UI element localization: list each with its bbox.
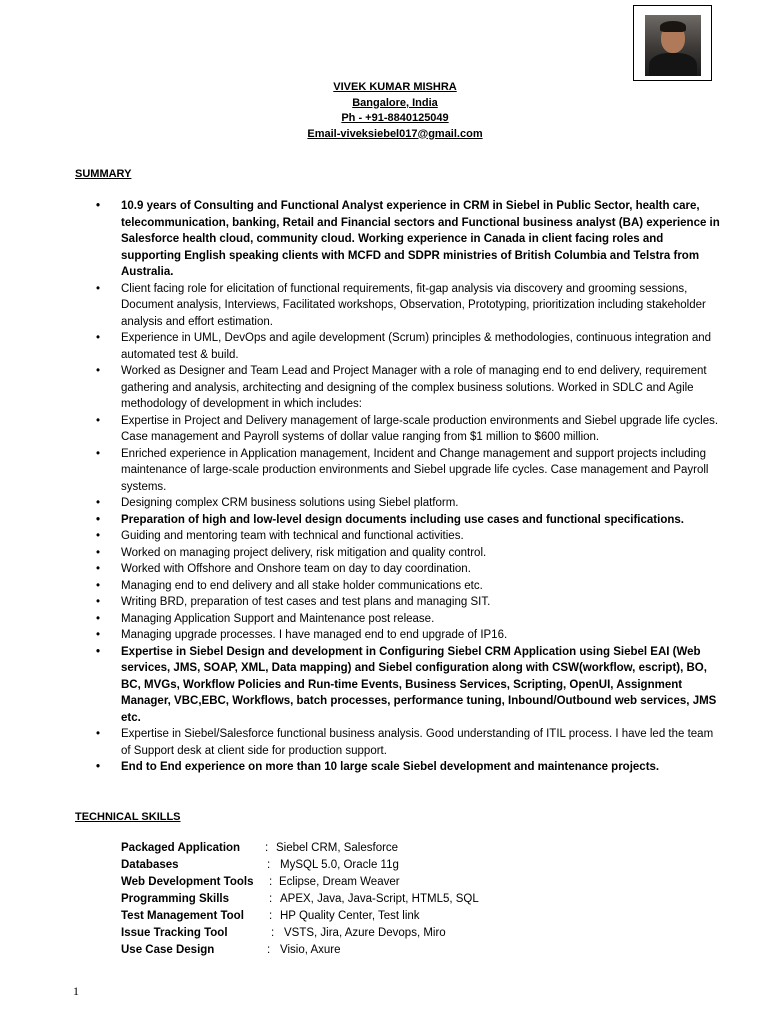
summary-item: • Preparation of high and low-level design documents including use cases and functional specifications. [96, 512, 721, 529]
photo-hair-shape [660, 21, 686, 32]
skill-value: Eclipse, Dream Weaver [279, 876, 400, 888]
skill-separator: : [267, 944, 271, 956]
summary-item: • Worked on managing project delivery, risk mitigation and quality control. [96, 545, 721, 562]
summary-item: • End to End experience on more than 10 large scale Siebel development and maintenance projects. [96, 759, 721, 776]
summary-item: • Enriched experience in Application management, Incident and Change management and support projects including maintenance of large-scale production environments and Siebel upgrade life cycles. Case management and Payroll systems. [96, 446, 721, 496]
skill-separator: : [271, 927, 275, 939]
skill-value: VSTS, Jira, Azure Devops, Miro [284, 927, 446, 939]
candidate-phone: Ph - +91-8840125049 [341, 112, 449, 124]
skill-value: Visio, Axure [280, 944, 341, 956]
summary-list [96, 198, 721, 776]
skill-separator: : [267, 859, 271, 871]
contact-header [0, 80, 768, 142]
profile-photo [645, 15, 701, 76]
skill-value: MySQL 5.0, Oracle 11g [280, 859, 399, 871]
skill-label: Test Management Tool [121, 910, 244, 922]
skill-label: Packaged Application [121, 842, 241, 854]
candidate-email: Email-viveksiebel017@gmail.com [307, 127, 483, 140]
profile-photo-frame [633, 5, 712, 81]
summary-item: • 10.9 years of Consulting and Functional Analyst experience in CRM in Siebel in Public Sector, health care, telecommunication, banking, Retail and Financial sectors and Functional business analyst (BA) experience in Salesforce health cloud, community cloud. Working experience in Canada in client facing roles and supporting English speaking clients with MCFD and SDPR ministries of British Columbia and Telstra from Australia. [96, 198, 721, 281]
skill-label: Issue Tracking Tool [121, 927, 228, 939]
summary-item: • Expertise in Siebel/Salesforce functional business analysis. Good understanding of ITIL process. I have led the team of Support desk at client side for production support. [96, 726, 721, 759]
summary-item: • Experience in UML, DevOps and agile development (Scrum) principles & methodologies, continuous integration and automated test & build. [96, 330, 721, 363]
summary-item: • Managing Application Support and Maintenance post release. [96, 611, 721, 628]
summary-item: • Expertise in Project and Delivery management of large-scale production environments and Siebel upgrade life cycles. Case management and Payroll systems of dollar value ranging from $1 million to $600 million. [96, 413, 721, 446]
candidate-location: Bangalore, India [352, 96, 438, 109]
summary-item: • Writing BRD, preparation of test cases and test plans and managing SIT. [96, 594, 721, 611]
skill-label: Databases [121, 859, 179, 871]
skill-value: HP Quality Center, Test link [280, 910, 420, 922]
summary-item: • Managing end to end delivery and all stake holder communications etc. [96, 578, 721, 595]
candidate-name: VIVEK KUMAR MISHRA [333, 81, 457, 93]
skill-separator: : [269, 893, 273, 905]
summary-item: • Client facing role for elicitation of functional requirements, fit-gap analysis via discovery and grooming sessions, Document analysis, Interviews, Facilitated workshops, Observation, Prototyping, prioritization including stakeholder analysis and effort estimation. [96, 281, 721, 331]
skill-separator: : [265, 842, 269, 854]
skill-value: APEX, Java, Java-Script, HTML5, SQL [280, 893, 479, 905]
technical-skills-heading: TECHNICAL SKILLS [75, 811, 181, 823]
skill-separator: : [269, 910, 273, 922]
summary-item: • Worked with Offshore and Onshore team on day to day coordination. [96, 561, 721, 578]
skill-label: Programming Skills [121, 893, 230, 905]
skill-label: Use Case Design [121, 944, 215, 956]
summary-item: • Worked as Designer and Team Lead and Project Manager with a role of managing end to end delivery, requirement gathering and analysis, architecting and designing of the complex business solutions. Worked in SDLC and Agile methodology of development in which includes: [96, 363, 721, 413]
skill-separator: : [269, 876, 273, 888]
summary-item: • Designing complex CRM business solutions using Siebel platform. [96, 495, 721, 512]
summary-item: • Guiding and mentoring team with technical and functional activities. [96, 528, 721, 545]
summary-item: • Expertise in Siebel Design and development in Configuring Siebel CRM Application using Siebel EAI (Web services, JMS, SOAP, XML, Data mapping) and Siebel configuration along with CSW(workflow, escript), BO, BC, MVGs, Workflow Policies and Run-time Events, Business Services, Scripting, OpenUI, Assignment Manager, VBC,EBC, Workflows, batch processes, performance tuning, Inbound/Outbound web services, JMS etc. [96, 644, 721, 727]
skill-value: Siebel CRM, Salesforce [276, 842, 399, 854]
summary-heading: SUMMARY [75, 168, 132, 180]
skill-label: Web Development Tools [121, 876, 254, 888]
page-number: 1 [73, 984, 79, 998]
summary-item: • Managing upgrade processes. I have managed end to end upgrade of IP16. [96, 627, 721, 644]
photo-body-shape [649, 53, 697, 76]
